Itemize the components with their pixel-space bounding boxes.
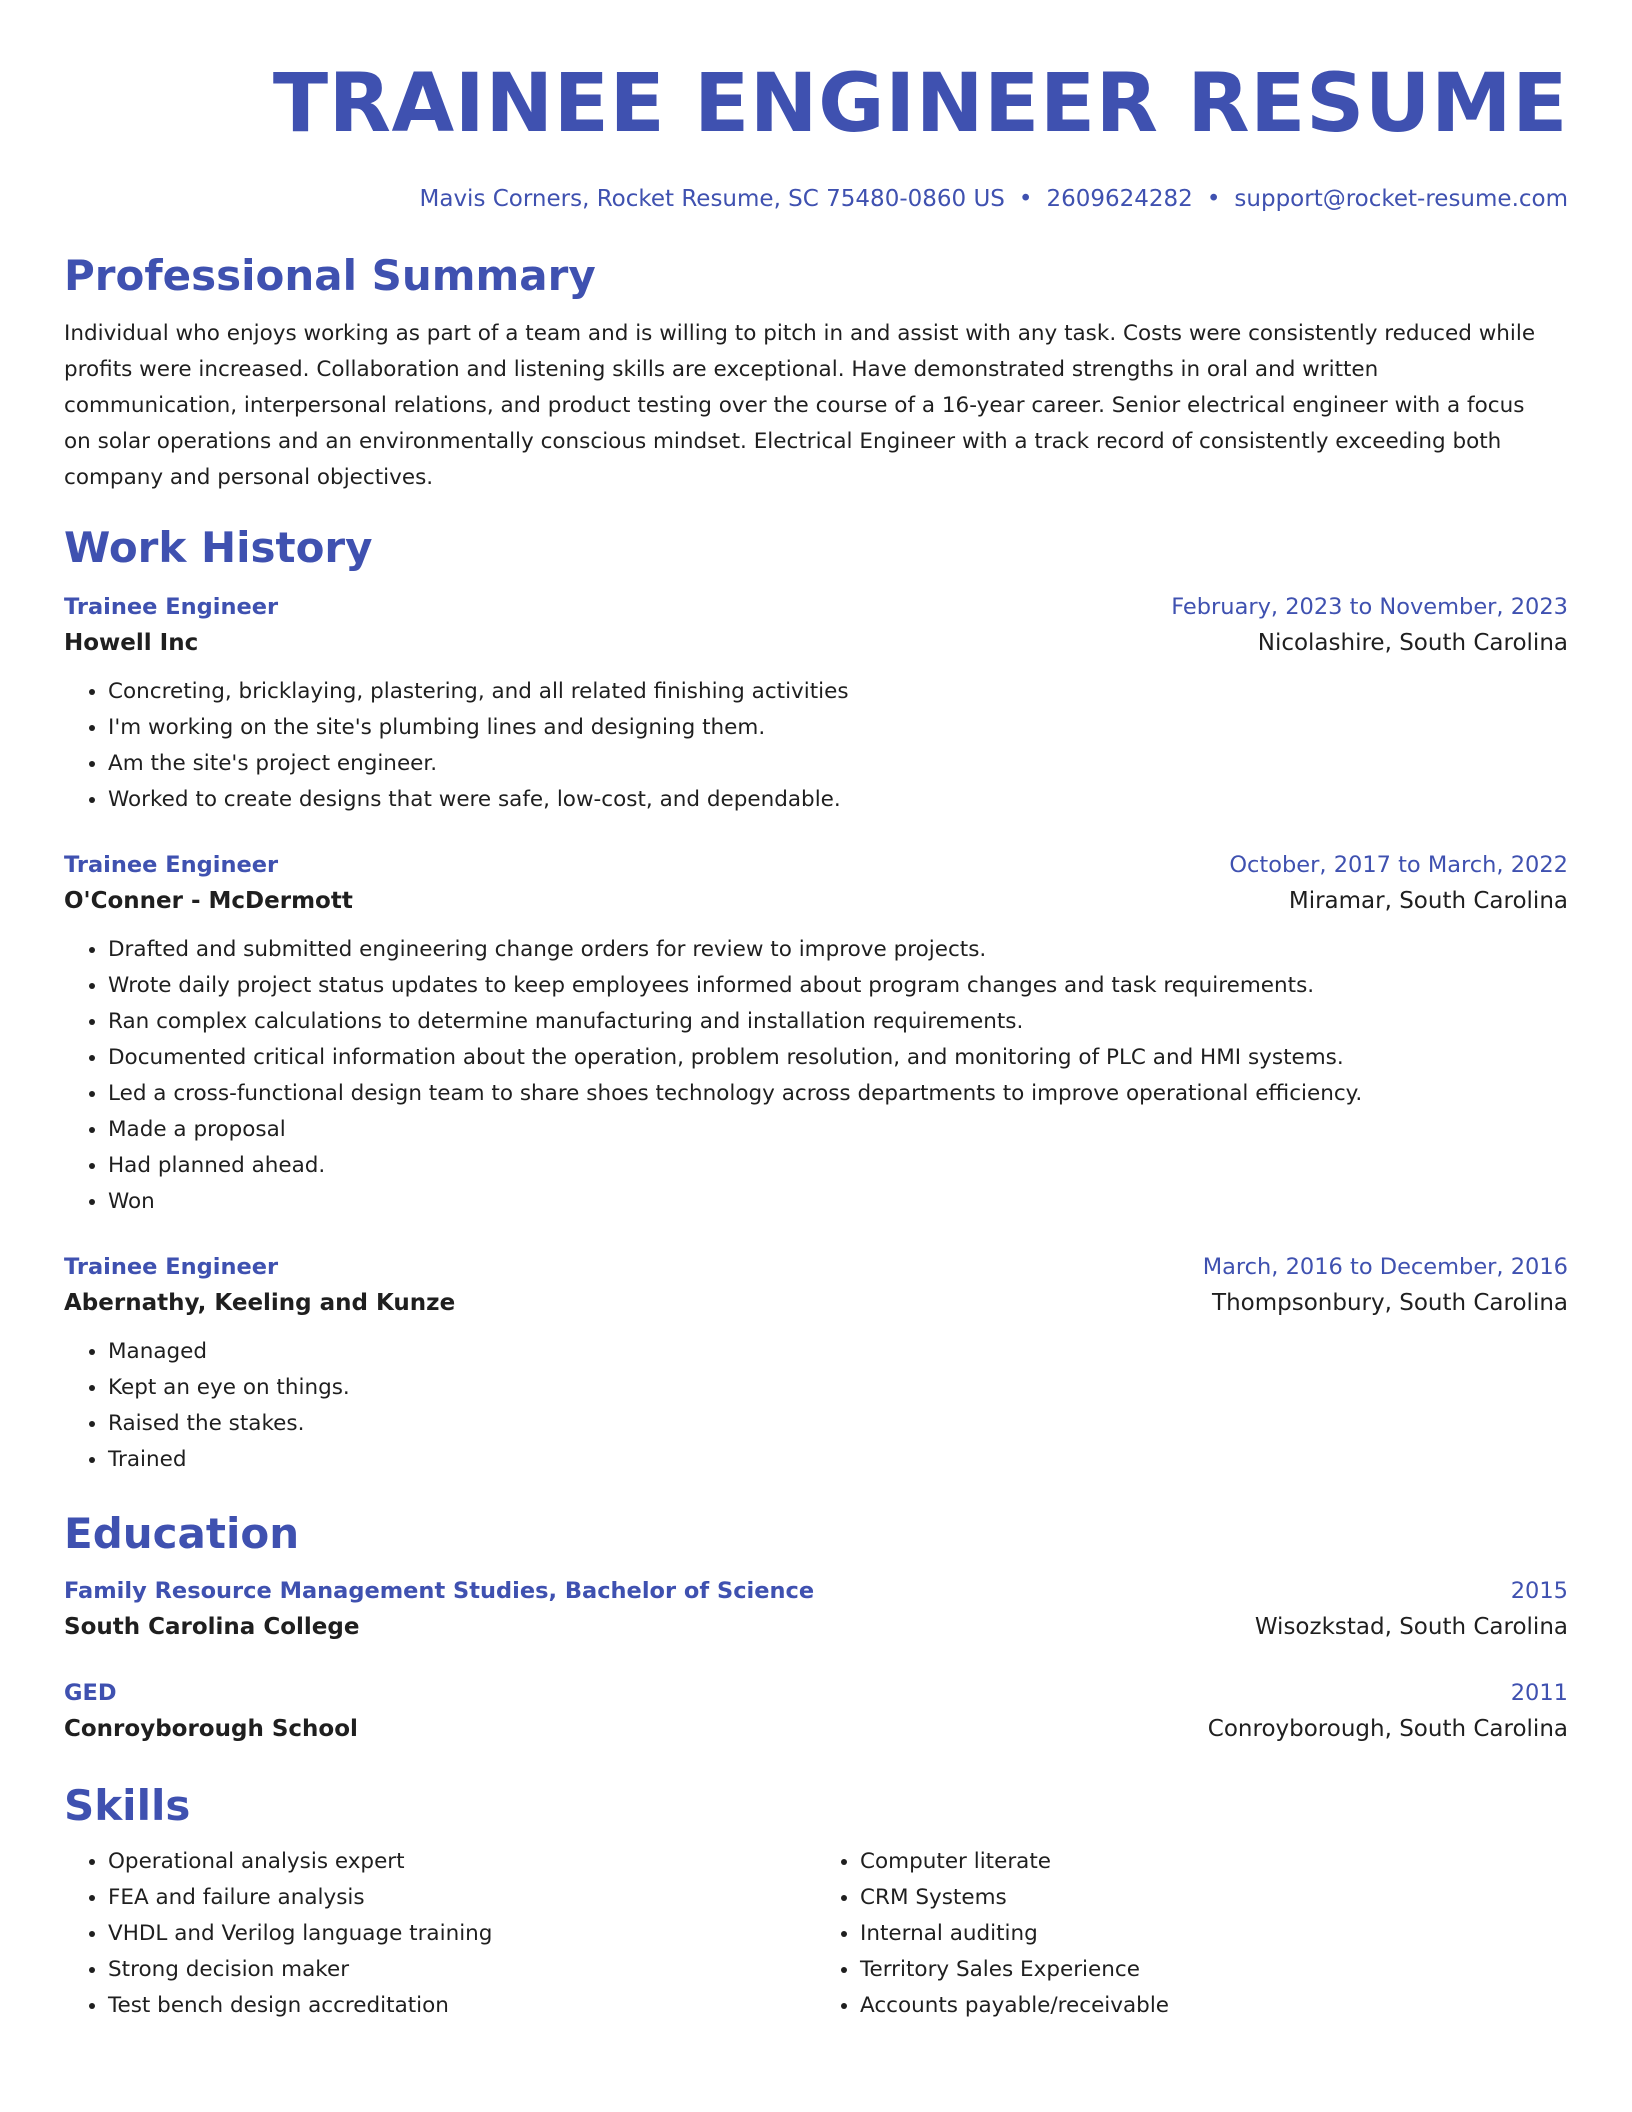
list-item: • Led a cross-functional design team to share shoes technology across departments to improve operational efficiency. <box>108 1076 1568 1112</box>
contact-line <box>64 184 1568 214</box>
job-title: Trainee Engineer <box>64 1254 279 1280</box>
job-bullets <box>64 674 1568 818</box>
resume-title: TRAINEE ENGINEER RESUME <box>272 57 1568 151</box>
summary-heading: Professional Summary <box>64 251 596 300</box>
list-item: • Trained <box>108 1442 1568 1478</box>
list-item: • VHDL and Verilog language training <box>108 1916 816 1952</box>
contact-separator: • <box>1206 186 1221 212</box>
list-item: • Kept an eye on things. <box>108 1370 1568 1406</box>
resume-header <box>64 0 1568 214</box>
contact-address: Mavis Corners, Rocket Resume, SC 75480-0860 US <box>419 186 1005 212</box>
job-entry <box>64 590 1568 818</box>
education-location: Wisozkstad, South Carolina <box>1254 1614 1568 1640</box>
work-history-heading: Work History <box>64 523 373 572</box>
list-item: • Made a proposal <box>108 1112 1568 1148</box>
list-item: • Documented critical information about the operation, problem resolution, and monitoring of PLC and HMI systems. <box>108 1040 1568 1076</box>
skills-heading: Skills <box>64 1781 191 1830</box>
job-employer: O'Conner - McDermott <box>64 888 353 914</box>
list-item: • Had planned ahead. <box>108 1148 1568 1184</box>
list-item: • Managed <box>108 1334 1568 1370</box>
education-entry <box>64 1676 1568 1748</box>
list-item: • Operational analysis expert <box>108 1844 816 1880</box>
job-bullets <box>64 1334 1568 1478</box>
education-year: 2011 <box>1510 1680 1568 1706</box>
contact-email[interactable]: support@rocket-resume.com <box>1234 186 1568 212</box>
job-entry <box>64 848 1568 1220</box>
list-item: • Concreting, bricklaying, plastering, and all related finishing activities <box>108 674 1568 710</box>
list-item: • Raised the stakes. <box>108 1406 1568 1442</box>
list-item: • Worked to create designs that were safe, low-cost, and dependable. <box>108 782 1568 818</box>
skills-column-left <box>64 1844 816 2024</box>
education-degree: GED <box>64 1680 117 1706</box>
list-item: • Am the site's project engineer. <box>108 746 1568 782</box>
list-item: • CRM Systems <box>860 1880 1568 1916</box>
job-location: Miramar, South Carolina <box>1288 888 1568 914</box>
list-item: • Won <box>108 1184 1568 1220</box>
education-entry <box>64 1574 1568 1646</box>
list-item: • Drafted and submitted engineering change orders for review to improve projects. <box>108 932 1568 968</box>
list-item: • I'm working on the site's plumbing lines and designing them. <box>108 710 1568 746</box>
job-dates: February, 2023 to November, 2023 <box>1171 594 1568 620</box>
education-school: South Carolina College <box>64 1614 360 1640</box>
job-employer: Abernathy, Keeling and Kunze <box>64 1290 456 1316</box>
list-item: • Test bench design accreditation <box>108 1988 816 2024</box>
list-item: • Accounts payable/receivable <box>860 1988 1568 2024</box>
education-location: Conroyborough, South Carolina <box>1207 1716 1568 1742</box>
job-dates: March, 2016 to December, 2016 <box>1202 1254 1568 1280</box>
list-item: • Strong decision maker <box>108 1952 816 1988</box>
education-year: 2015 <box>1510 1578 1568 1604</box>
education-heading: Education <box>64 1509 300 1558</box>
list-item: • Ran complex calculations to determine manufacturing and installation requirements. <box>108 1004 1568 1040</box>
job-title: Trainee Engineer <box>64 852 279 878</box>
list-item: • FEA and failure analysis <box>108 1880 816 1916</box>
skills-column-right <box>816 1844 1568 2024</box>
job-dates: October, 2017 to March, 2022 <box>1229 852 1568 878</box>
list-item: • Wrote daily project status updates to keep employees informed about program changes and task requirements. <box>108 968 1568 1004</box>
education-degree: Family Resource Management Studies, Bachelor of Science <box>64 1578 815 1604</box>
summary-text: Individual who enjoys working as part of a team and is willing to pitch in and assist with any task. Costs were consistently reduced while profits were increased. Collaboration and listening skills are exceptional. Have demonstrated strengths in oral and written communication, interpersonal relations, and product testing over the course of a 16-year career. Senior electrical engineer with a focus on solar operations and an environmentally conscious mindset. Electrical Engineer with a track record of consistently exceeding both company and personal objectives. <box>64 321 1536 490</box>
job-location: Thompsonbury, South Carolina <box>1212 1290 1568 1316</box>
job-location: Nicolashire, South Carolina <box>1257 630 1568 656</box>
job-title: Trainee Engineer <box>64 594 279 620</box>
job-entry <box>64 1250 1568 1478</box>
job-bullets <box>64 932 1568 1220</box>
contact-phone: 2609624282 <box>1046 186 1193 212</box>
education-school: Conroyborough School <box>64 1716 358 1742</box>
skills-list <box>64 1844 1568 2024</box>
contact-separator: • <box>1018 186 1033 212</box>
list-item: • Computer literate <box>860 1844 1568 1880</box>
list-item: • Territory Sales Experience <box>860 1952 1568 1988</box>
job-employer: Howell Inc <box>64 630 199 656</box>
list-item: • Internal auditing <box>860 1916 1568 1952</box>
